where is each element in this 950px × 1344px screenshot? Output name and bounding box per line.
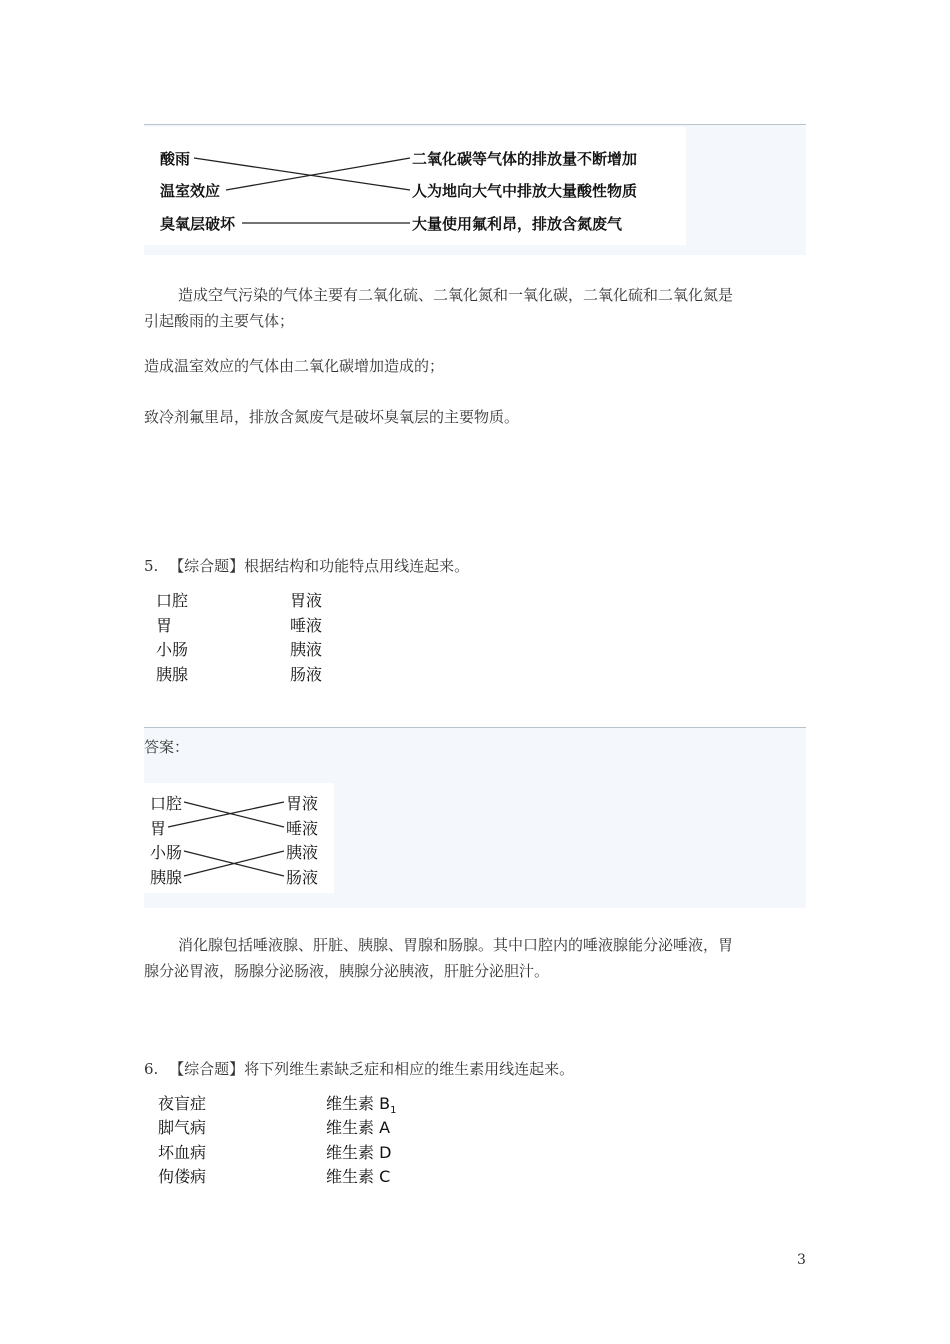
- q6-left-3: 坏血病: [158, 1143, 207, 1162]
- question-6-text: 将下列维生素缺乏症和相应的维生素用线连起来。: [244, 1060, 575, 1078]
- q6-right-1-subscript: 1: [390, 1105, 397, 1117]
- q5-answer-right-4: 肠液: [286, 868, 319, 887]
- question-6-number: 6.: [144, 1060, 159, 1078]
- q5-connector-lines: [144, 783, 334, 893]
- q5-left-1: 口腔: [156, 591, 189, 610]
- q4-right-1: 二氧化碳等气体的排放量不断增加: [412, 150, 638, 168]
- q5-answer-left-2: 胃: [150, 819, 167, 838]
- question-6-tag: 【综合题】: [169, 1060, 245, 1078]
- answer-panel-q4: [144, 124, 806, 255]
- q5-answer-left-4: 胰腺: [150, 868, 183, 887]
- answer-panel-q5: [144, 727, 806, 908]
- q6-left-4: 佝偻病: [158, 1167, 207, 1186]
- q4-left-1: 酸雨: [160, 150, 191, 168]
- q6-right-1: [326, 1091, 396, 1116]
- q5-right-3: 胰液: [290, 640, 323, 659]
- q6-left-2: 脚气病: [158, 1118, 207, 1137]
- answer-label-q5: 答案：: [144, 738, 190, 756]
- explanation-q4-line1: 造成空气污染的气体主要有二氧化硫、二氧化氮和一氧化碳，二氧化硫和二氧化氮是: [178, 286, 734, 304]
- q5-left-4: 胰腺: [156, 665, 189, 684]
- explanation-q4-line3: 造成温室效应的气体由二氧化碳增加造成的；: [144, 357, 445, 375]
- q5-right-4: 肠液: [290, 665, 323, 684]
- q5-left-2: 胃: [156, 616, 173, 635]
- q5-right-1: 胃液: [290, 591, 323, 610]
- explanation-q4-line2: 引起酸雨的主要气体；: [144, 312, 295, 330]
- q5-left-3: 小肠: [156, 640, 189, 659]
- explanation-q4-line4: 致冷剂氟里昂，排放含氮废气是破坏臭氧层的主要物质。: [144, 408, 520, 426]
- q6-right-3: 维生素 D: [326, 1143, 392, 1162]
- q4-line-acid-rain: [194, 158, 410, 190]
- q5-answer-right-1: 胃液: [286, 794, 319, 813]
- q4-right-2: 人为地向大气中排放大量酸性物质: [412, 182, 638, 200]
- q5-answer-right-2: 唾液: [286, 819, 319, 838]
- question-5-text: 根据结构和功能特点用线连起来。: [244, 557, 470, 575]
- q4-left-2: 温室效应: [160, 182, 221, 200]
- question-6: [144, 1056, 574, 1082]
- question-6-options: [144, 1089, 424, 1189]
- explanation-q5-line2: 腺分泌胃液，肠腺分泌肠液，胰腺分泌胰液，肝脏分泌胆汁。: [144, 962, 550, 980]
- q5-answer-left-3: 小肠: [150, 843, 183, 862]
- explanation-q5-line1: 消化腺包括唾液腺、肝脏、胰腺、胃腺和肠腺。其中口腔内的唾液腺能分泌唾液，胃: [178, 936, 734, 954]
- q5-answer-left-1: 口腔: [150, 794, 183, 813]
- q6-right-1-text: 维生素 B: [326, 1094, 391, 1113]
- question-5: [144, 553, 469, 579]
- question-5-tag: 【综合题】: [169, 557, 245, 575]
- q4-line-greenhouse: [226, 158, 410, 190]
- q4-right-3: 大量使用氟利昂，排放含氮废气: [412, 215, 623, 233]
- q6-right-2: 维生素 A: [326, 1118, 391, 1137]
- question-5-options: [144, 586, 364, 686]
- page-number: 3: [797, 1252, 806, 1268]
- q6-left-1: 夜盲症: [158, 1094, 207, 1113]
- q4-left-3: 臭氧层破坏: [160, 215, 236, 233]
- matching-figure-q4: [144, 127, 686, 245]
- matching-figure-q5: [144, 783, 334, 893]
- question-5-number: 5.: [144, 557, 159, 575]
- q4-connector-lines: [144, 127, 686, 245]
- q5-right-2: 唾液: [290, 616, 323, 635]
- q5-answer-right-3: 胰液: [286, 843, 319, 862]
- q6-right-4: 维生素 C: [326, 1167, 391, 1186]
